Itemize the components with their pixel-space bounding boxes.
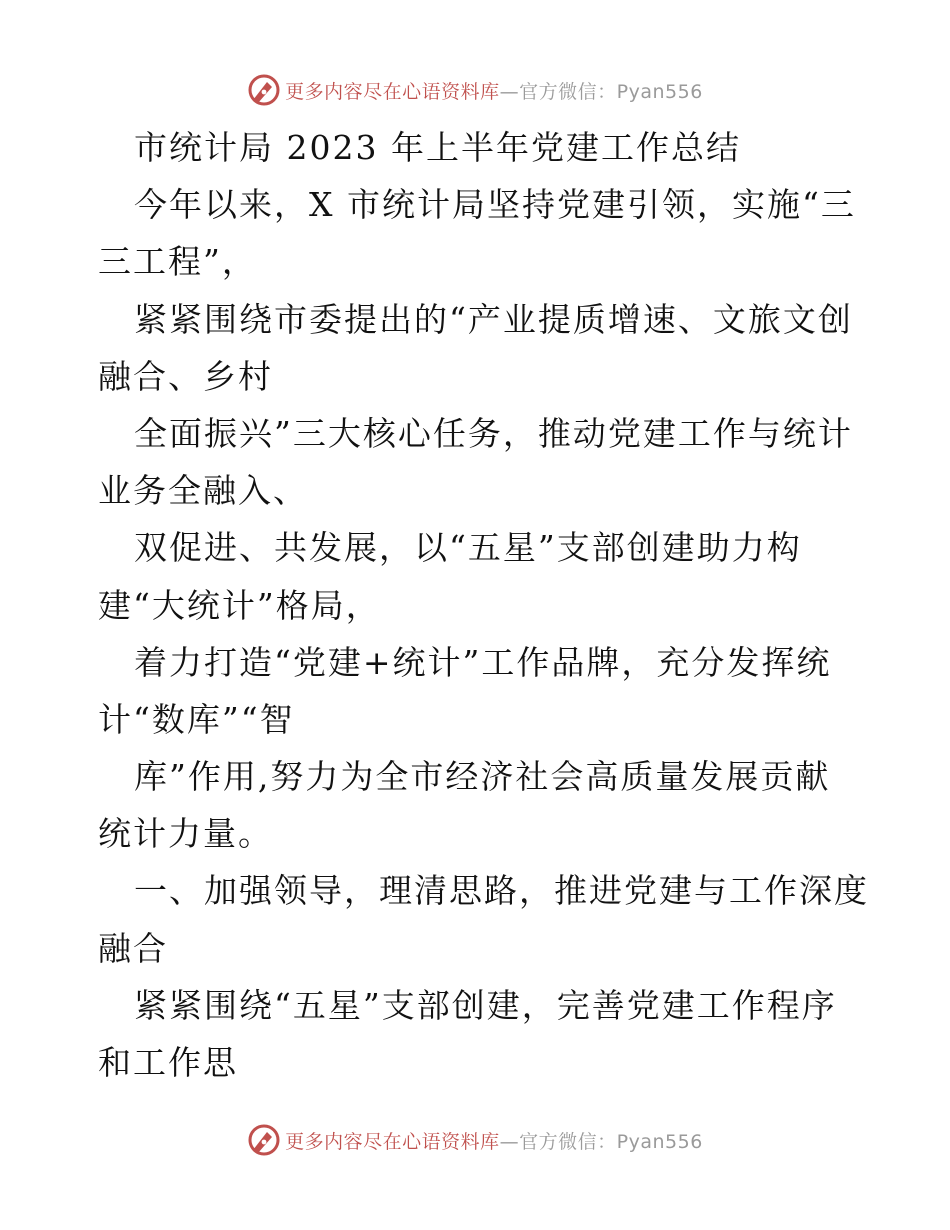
document-line: 三工程”， <box>98 242 257 282</box>
watermark-wechat-text: 官方微信：Pyan556 <box>519 1130 703 1153</box>
footer-watermark-banner <box>0 1120 950 1160</box>
document-line: 业务全融入、 <box>98 471 308 511</box>
document-line: 今年以来，X 市统计局坚持党建引领，实施“三 <box>134 185 856 225</box>
document-line: 双促进、共发展，以“五星”支部创建助力构 <box>134 528 802 568</box>
document-line: 着力打造“党建+统计”工作品牌，充分发挥统 <box>134 642 832 682</box>
document-line: 全面振兴”三大核心任务，推动党建工作与统计 <box>134 413 853 453</box>
document-line: 融合、乡村 <box>98 356 273 396</box>
header-watermark-banner <box>0 70 950 110</box>
document-line: 融合 <box>98 928 168 968</box>
document-line: 计“数库”“智 <box>98 699 295 739</box>
watermark-wechat-text: 官方微信：Pyan556 <box>519 80 703 103</box>
watermark-text <box>285 1127 703 1154</box>
pen-nib-logo-icon <box>247 73 281 107</box>
document-line: 紧紧围绕市委提出的“产业提质增速、文旅文创 <box>134 299 853 339</box>
document-title: 市统计局 2023 年上半年党建工作总结 <box>134 128 741 167</box>
watermark-main-text: 更多内容尽在心语资料库 <box>285 1130 500 1153</box>
document-line: 建“大统计”格局， <box>98 585 381 625</box>
document-line: 一、加强领导，理清思路，推进党建与工作深度 <box>134 871 869 911</box>
watermark-dash: — <box>499 80 520 103</box>
pen-nib-logo-icon <box>247 1123 281 1157</box>
document-line: 统计力量。 <box>98 814 273 854</box>
watermark-dash: — <box>499 1130 520 1153</box>
watermark-main-text: 更多内容尽在心语资料库 <box>285 80 500 103</box>
document-line: 库”作用,努力为全市经济社会高质量发展贡献 <box>134 757 831 797</box>
watermark-text <box>285 77 703 104</box>
document-line: 紧紧围绕“五星”支部创建，完善党建工作程序 <box>134 985 837 1025</box>
document-line: 和工作思 <box>98 1043 238 1082</box>
document-body <box>98 119 869 1091</box>
